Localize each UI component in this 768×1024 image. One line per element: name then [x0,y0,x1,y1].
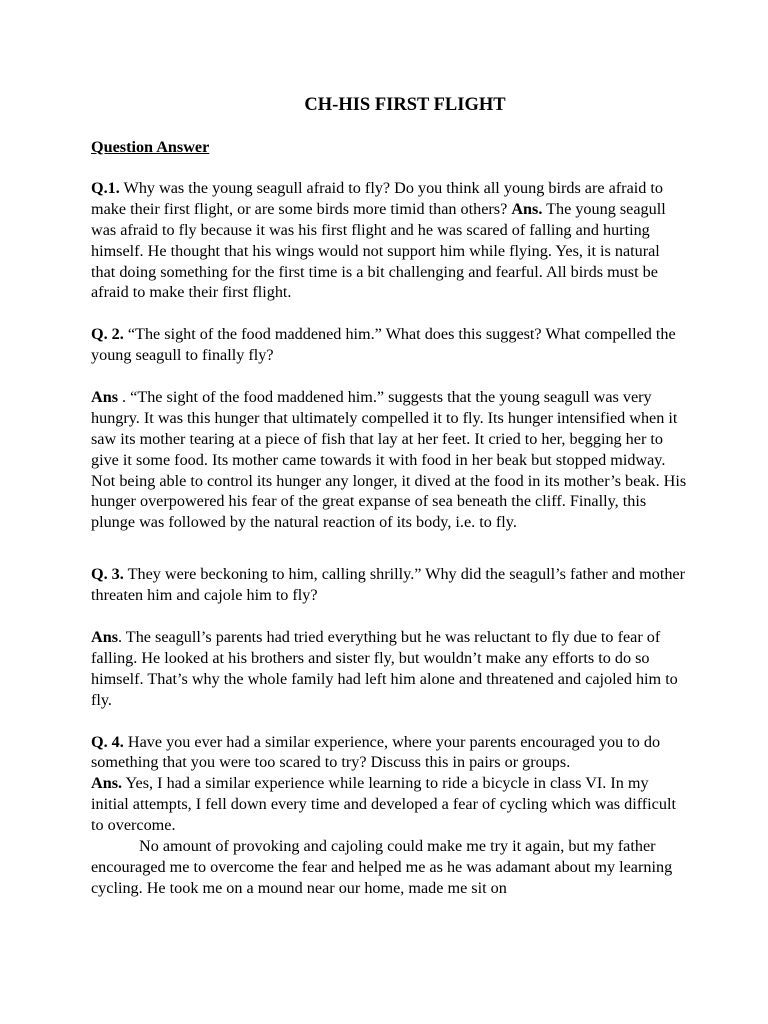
question-4 [91,732,687,774]
answer-3-text: . The seagull’s parents had tried everything but he was reluctant to fly due to fear of falling. He looked at his brothers and sister fly, but wouldn’t make any efforts to do so himself. That’s why the whole family had left him alone and threatened and cajoled him to fly. [91,627,678,709]
answer-4 [91,773,687,836]
question-1-text: Why was the young seagull afraid to fly? Do you think all young birds are afraid to make their first flight, or are some birds more timid than others? [91,178,663,218]
answer-2-text: . “The sight of the food maddened him.” suggests that the young seagull was very hungry. It was this hunger that ultimately compelled it to fly. Its hunger intensified when it saw its mother tearing at a piece of fish that lay at her feet. It cried to her, begging her to give it some food. Its mother came towards it with food in her beak but stopped midway. Not being able to control its hunger any longer, it dived at the food in its mother’s beak. His hunger overpowered his fear of the great expanse of sea beneath the cliff. Finally, this plunge was followed by the natural reaction of its body, i.e. to fly. [91,387,687,532]
answer-2-label: Ans [91,387,118,406]
question-2-label: Q. 2. [91,325,124,344]
question-3-text: They were beckoning to him, calling shrilly.” Why did the seagull’s father and mother threaten him and cajole him to fly? [91,565,685,605]
answer-3 [91,627,687,711]
answer-1-text: The young seagull was afraid to fly because it was his first flight and he was scared of falling and hurting himself. He thought that his wings would not support him while flying. Yes, it is natural that doing something for the first time is a bit challenging and fearful. All birds must be afraid to make their first flight. [91,199,666,302]
answer-4-text: Yes, I had a similar experience while learning to ride a bicycle in class VI. In my initial attempts, I fell down every time and developed a fear of cycling which was difficult to overcome. [91,774,676,835]
answer-3-label: Ans [91,627,118,646]
page-title: CH-HIS FIRST FLIGHT [304,95,506,115]
section-heading: Question Answer [91,138,210,156]
question-1 [91,178,687,303]
question-4-text: Have you ever had a similar experience, where your parents encouraged you to do something that you were too scared to try? Discuss this in pairs or groups. [91,732,661,772]
question-1-label: Q.1. [91,178,120,197]
question-3-label: Q. 3. [91,565,124,584]
question-2 [91,324,687,366]
answer-1-label: Ans. [511,199,543,218]
answer-4-label: Ans. [91,774,123,793]
answer-2 [91,387,687,533]
question-2-text: “The sight of the food maddened him.” What does this suggest? What compelled the young seagull to finally fly? [91,325,676,365]
question-4-label: Q. 4. [91,732,124,751]
question-3 [91,564,687,606]
answer-4-continuation: No amount of provoking and cajoling could make me try it again, but my father encouraged me to overcome the fear and helped me as he was adamant about my learning cycling. He took me on a mound near our home, made me sit on [91,837,673,897]
document-page [91,94,687,899]
